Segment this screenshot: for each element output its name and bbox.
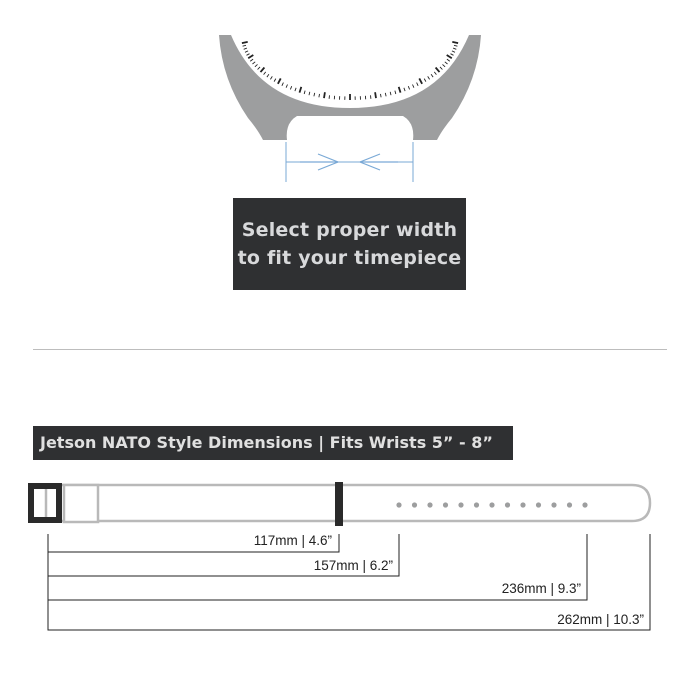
dial-tick — [248, 55, 253, 58]
dial-tick — [258, 67, 260, 70]
measure-label-117: 117mm | 4.6” — [253, 533, 332, 548]
dial-tick — [270, 76, 272, 79]
measure-label-157: 157mm | 6.2” — [313, 558, 393, 573]
dial-tick — [267, 74, 269, 77]
dial-tick — [451, 54, 454, 56]
dial-tick — [247, 54, 250, 56]
dial-tick — [253, 62, 256, 64]
strap-hole — [396, 502, 401, 507]
dial-tick — [452, 42, 458, 43]
dial-tick — [447, 55, 452, 58]
dial-tick — [454, 45, 457, 46]
dial-tick — [443, 64, 446, 66]
dial-tick — [375, 92, 376, 98]
watch-case-illustration — [0, 0, 700, 200]
strap-hole — [536, 502, 541, 507]
dial-tick — [243, 45, 246, 46]
select-width-banner — [233, 198, 466, 290]
strap-hole — [458, 502, 463, 507]
dial-tick — [453, 48, 456, 49]
dial-tick — [242, 42, 248, 43]
strap-hole — [582, 502, 587, 507]
strap-hole — [567, 502, 572, 507]
measure-label-236: 236mm | 9.3” — [501, 581, 581, 596]
strap-hole — [520, 502, 525, 507]
dial-tick — [452, 51, 455, 52]
dial-tick — [440, 67, 442, 70]
strap-keeper — [64, 485, 98, 522]
dial-tick — [381, 94, 382, 97]
strap-outline — [46, 485, 650, 521]
strap-hole — [412, 502, 417, 507]
strap-hole — [489, 502, 494, 507]
dial-tick — [319, 94, 320, 97]
dimensions-title-banner: Jetson NATO Style Dimensions | Fits Wrists 5” - 8” — [33, 426, 513, 460]
strap-hole — [427, 502, 432, 507]
dial-tick — [447, 59, 450, 61]
dial-tick — [255, 64, 258, 66]
banner-line-2: to fit your timepiece — [237, 247, 462, 269]
dial-tick — [324, 92, 325, 98]
dial-tick — [244, 48, 247, 49]
dial-tick — [434, 72, 436, 75]
arrow-left-icon — [360, 154, 398, 170]
arrow-right-icon — [300, 154, 338, 170]
dial-tick — [264, 72, 266, 75]
measure-label-262: 262mm | 10.3” — [557, 612, 644, 627]
dial-tick — [250, 59, 253, 61]
banner-line-1: Select proper width — [241, 219, 458, 241]
strap-hole — [505, 502, 510, 507]
dial-tick — [431, 74, 433, 77]
strap-loop — [335, 482, 343, 526]
buckle-bar — [56, 483, 62, 523]
strap-hole — [551, 502, 556, 507]
strap-hole — [474, 502, 479, 507]
section-divider — [33, 349, 667, 350]
dial-tick — [245, 51, 248, 52]
dial-tick — [445, 62, 448, 64]
strap-hole — [443, 502, 448, 507]
dial-tick — [428, 76, 430, 79]
